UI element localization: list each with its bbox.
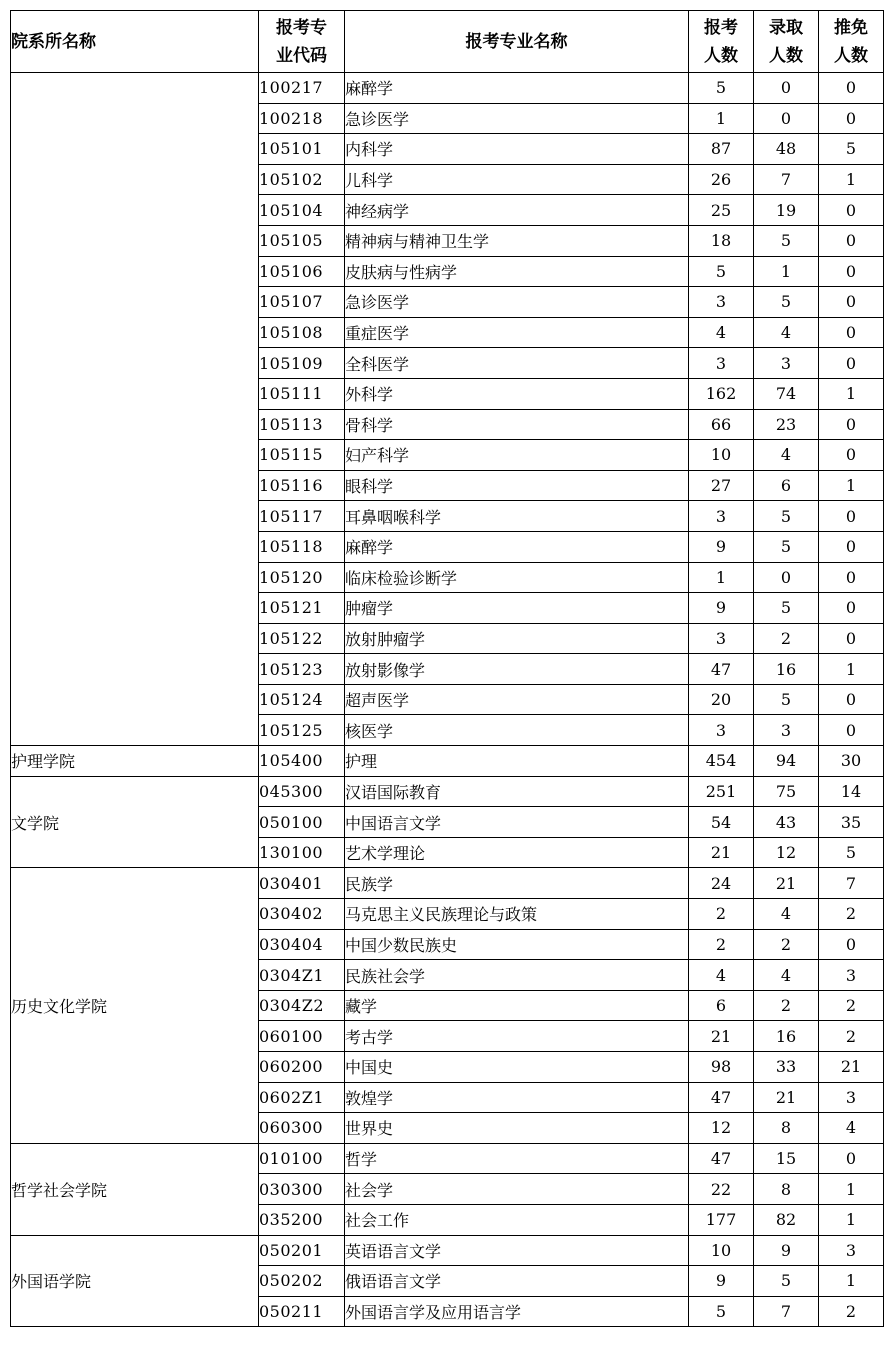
applicants-cell: 27 (689, 470, 754, 501)
major-code-cell: 105102 (259, 164, 345, 195)
exempt-cell: 0 (819, 225, 884, 256)
header-exempt-line2: 人数 (834, 45, 868, 66)
admitted-cell: 4 (754, 899, 819, 930)
applicants-cell: 1 (689, 562, 754, 593)
exempt-cell: 14 (819, 776, 884, 807)
major-code-cell: 0602Z1 (259, 1082, 345, 1113)
major-name-cell: 民族社会学 (345, 960, 689, 991)
exempt-cell: 21 (819, 1052, 884, 1083)
major-name-cell: 俄语语言文学 (345, 1266, 689, 1297)
admitted-cell: 43 (754, 807, 819, 838)
major-name-cell: 马克思主义民族理论与政策 (345, 899, 689, 930)
admitted-cell: 75 (754, 776, 819, 807)
major-name-cell: 内科学 (345, 134, 689, 165)
major-name-cell: 精神病与精神卫生学 (345, 225, 689, 256)
applicants-cell: 21 (689, 837, 754, 868)
admitted-cell: 5 (754, 287, 819, 318)
applicants-cell: 4 (689, 317, 754, 348)
major-code-cell: 105109 (259, 348, 345, 379)
exempt-cell: 0 (819, 562, 884, 593)
admitted-cell: 15 (754, 1143, 819, 1174)
major-code-cell: 050100 (259, 807, 345, 838)
admitted-cell: 21 (754, 1082, 819, 1113)
admitted-cell: 3 (754, 348, 819, 379)
exempt-cell: 2 (819, 1296, 884, 1327)
applicants-cell: 3 (689, 287, 754, 318)
admitted-cell: 4 (754, 440, 819, 471)
major-code-cell: 105123 (259, 654, 345, 685)
exempt-cell: 0 (819, 348, 884, 379)
applicants-cell: 47 (689, 1082, 754, 1113)
major-name-cell: 儿科学 (345, 164, 689, 195)
major-code-cell: 105121 (259, 593, 345, 624)
applicants-cell: 162 (689, 378, 754, 409)
applicants-cell: 251 (689, 776, 754, 807)
major-name-cell: 神经病学 (345, 195, 689, 226)
major-code-cell: 105400 (259, 746, 345, 777)
major-name-cell: 考古学 (345, 1021, 689, 1052)
table-body (11, 73, 884, 1327)
admitted-cell: 2 (754, 623, 819, 654)
major-name-cell: 哲学 (345, 1143, 689, 1174)
major-name-cell: 急诊医学 (345, 103, 689, 134)
exempt-cell: 1 (819, 1204, 884, 1235)
exempt-cell: 30 (819, 746, 884, 777)
major-code-cell: 105111 (259, 378, 345, 409)
major-name-cell: 中国史 (345, 1052, 689, 1083)
header-major-code (259, 11, 345, 73)
applicants-cell: 9 (689, 593, 754, 624)
department-cell: 文学院 (11, 776, 259, 868)
major-name-cell: 放射影像学 (345, 654, 689, 685)
applicants-cell: 2 (689, 899, 754, 930)
header-admitted-line2: 人数 (769, 45, 803, 66)
major-name-cell: 中国语言文学 (345, 807, 689, 838)
department-cell: 护理学院 (11, 746, 259, 777)
major-name-cell: 世界史 (345, 1113, 689, 1144)
major-code-cell: 105107 (259, 287, 345, 318)
exempt-cell: 0 (819, 623, 884, 654)
admitted-cell: 5 (754, 1266, 819, 1297)
admitted-cell: 74 (754, 378, 819, 409)
major-name-cell: 核医学 (345, 715, 689, 746)
major-code-cell: 100218 (259, 103, 345, 134)
header-department: 院系所名称 (11, 11, 259, 73)
table-row (11, 1143, 884, 1174)
major-name-cell: 妇产科学 (345, 440, 689, 471)
admitted-cell: 19 (754, 195, 819, 226)
major-name-cell: 超声医学 (345, 684, 689, 715)
exempt-cell: 3 (819, 960, 884, 991)
table-row (11, 868, 884, 899)
applicants-cell: 87 (689, 134, 754, 165)
admitted-cell: 4 (754, 960, 819, 991)
major-name-cell: 外国语言学及应用语言学 (345, 1296, 689, 1327)
major-code-cell: 035200 (259, 1204, 345, 1235)
admitted-cell: 5 (754, 684, 819, 715)
major-code-cell: 105106 (259, 256, 345, 287)
major-name-cell: 外科学 (345, 378, 689, 409)
exempt-cell: 5 (819, 134, 884, 165)
applicants-cell: 66 (689, 409, 754, 440)
exempt-cell: 0 (819, 501, 884, 532)
applicants-cell: 9 (689, 1266, 754, 1297)
header-applicants (689, 11, 754, 73)
exempt-cell: 35 (819, 807, 884, 838)
major-code-cell: 105116 (259, 470, 345, 501)
major-name-cell: 艺术学理论 (345, 837, 689, 868)
admitted-cell: 2 (754, 990, 819, 1021)
table-row (11, 1235, 884, 1266)
major-code-cell: 030300 (259, 1174, 345, 1205)
exempt-cell: 2 (819, 1021, 884, 1052)
applicants-cell: 10 (689, 1235, 754, 1266)
exempt-cell: 1 (819, 654, 884, 685)
applicants-cell: 98 (689, 1052, 754, 1083)
major-code-cell: 030404 (259, 929, 345, 960)
major-name-cell: 社会工作 (345, 1204, 689, 1235)
applicants-cell: 22 (689, 1174, 754, 1205)
major-name-cell: 敦煌学 (345, 1082, 689, 1113)
applicants-cell: 47 (689, 1143, 754, 1174)
major-code-cell: 100217 (259, 73, 345, 104)
major-name-cell: 汉语国际教育 (345, 776, 689, 807)
admitted-cell: 7 (754, 164, 819, 195)
admitted-cell: 16 (754, 1021, 819, 1052)
applicants-cell: 5 (689, 73, 754, 104)
major-code-cell: 0304Z1 (259, 960, 345, 991)
admitted-cell: 5 (754, 531, 819, 562)
major-name-cell: 皮肤病与性病学 (345, 256, 689, 287)
exempt-cell: 0 (819, 195, 884, 226)
major-name-cell: 急诊医学 (345, 287, 689, 318)
exempt-cell: 7 (819, 868, 884, 899)
department-cell: 历史文化学院 (11, 868, 259, 1143)
header-exempt-line1: 推免 (834, 17, 868, 38)
exempt-cell: 5 (819, 837, 884, 868)
exempt-cell: 3 (819, 1082, 884, 1113)
admitted-cell: 8 (754, 1113, 819, 1144)
applicants-cell: 20 (689, 684, 754, 715)
major-name-cell: 骨科学 (345, 409, 689, 440)
table-header (11, 11, 884, 73)
admitted-cell: 0 (754, 103, 819, 134)
major-name-cell: 眼科学 (345, 470, 689, 501)
exempt-cell: 1 (819, 1174, 884, 1205)
admitted-cell: 3 (754, 715, 819, 746)
admitted-cell: 16 (754, 654, 819, 685)
admitted-cell: 82 (754, 1204, 819, 1235)
applicants-cell: 26 (689, 164, 754, 195)
exempt-cell: 0 (819, 715, 884, 746)
major-code-cell: 060200 (259, 1052, 345, 1083)
major-name-cell: 藏学 (345, 990, 689, 1021)
admitted-cell: 5 (754, 593, 819, 624)
applicants-cell: 6 (689, 990, 754, 1021)
header-exempt (819, 11, 884, 73)
applicants-cell: 21 (689, 1021, 754, 1052)
admitted-cell: 5 (754, 501, 819, 532)
applicants-cell: 25 (689, 195, 754, 226)
department-cell: 哲学社会学院 (11, 1143, 259, 1235)
exempt-cell: 0 (819, 929, 884, 960)
major-code-cell: 105113 (259, 409, 345, 440)
header-applicants-line1: 报考 (704, 17, 738, 38)
admitted-cell: 48 (754, 134, 819, 165)
admissions-table (10, 10, 884, 1327)
major-code-cell: 105104 (259, 195, 345, 226)
major-name-cell: 麻醉学 (345, 73, 689, 104)
admitted-cell: 21 (754, 868, 819, 899)
admitted-cell: 4 (754, 317, 819, 348)
applicants-cell: 5 (689, 256, 754, 287)
major-code-cell: 030402 (259, 899, 345, 930)
exempt-cell: 0 (819, 287, 884, 318)
header-admitted-line1: 录取 (769, 17, 803, 38)
admitted-cell: 0 (754, 73, 819, 104)
applicants-cell: 12 (689, 1113, 754, 1144)
exempt-cell: 3 (819, 1235, 884, 1266)
exempt-cell: 0 (819, 256, 884, 287)
major-code-cell: 105118 (259, 531, 345, 562)
applicants-cell: 4 (689, 960, 754, 991)
major-code-cell: 105101 (259, 134, 345, 165)
exempt-cell: 2 (819, 899, 884, 930)
header-admitted (754, 11, 819, 73)
major-name-cell: 中国少数民族史 (345, 929, 689, 960)
major-name-cell: 全科医学 (345, 348, 689, 379)
major-code-cell: 050202 (259, 1266, 345, 1297)
applicants-cell: 3 (689, 623, 754, 654)
exempt-cell: 0 (819, 531, 884, 562)
exempt-cell: 1 (819, 470, 884, 501)
exempt-cell: 1 (819, 1266, 884, 1297)
exempt-cell: 0 (819, 1143, 884, 1174)
table-row (11, 73, 884, 104)
applicants-cell: 5 (689, 1296, 754, 1327)
applicants-cell: 10 (689, 440, 754, 471)
department-cell: 外国语学院 (11, 1235, 259, 1327)
applicants-cell: 54 (689, 807, 754, 838)
exempt-cell: 0 (819, 440, 884, 471)
header-major-code-line2: 业代码 (276, 45, 327, 66)
exempt-cell: 0 (819, 73, 884, 104)
applicants-cell: 3 (689, 348, 754, 379)
exempt-cell: 1 (819, 378, 884, 409)
admitted-cell: 94 (754, 746, 819, 777)
admitted-cell: 12 (754, 837, 819, 868)
header-applicants-line2: 人数 (704, 45, 738, 66)
applicants-cell: 18 (689, 225, 754, 256)
major-name-cell: 英语语言文学 (345, 1235, 689, 1266)
header-major-code-line1: 报考专 (276, 17, 327, 38)
header-major-name: 报考专业名称 (345, 11, 689, 73)
major-code-cell: 105125 (259, 715, 345, 746)
admitted-cell: 23 (754, 409, 819, 440)
table-row (11, 776, 884, 807)
major-code-cell: 010100 (259, 1143, 345, 1174)
major-name-cell: 民族学 (345, 868, 689, 899)
applicants-cell: 47 (689, 654, 754, 685)
major-code-cell: 130100 (259, 837, 345, 868)
applicants-cell: 3 (689, 501, 754, 532)
major-name-cell: 护理 (345, 746, 689, 777)
major-code-cell: 105115 (259, 440, 345, 471)
major-code-cell: 0304Z2 (259, 990, 345, 1021)
major-code-cell: 105124 (259, 684, 345, 715)
major-code-cell: 105105 (259, 225, 345, 256)
major-code-cell: 105122 (259, 623, 345, 654)
major-name-cell: 耳鼻咽喉科学 (345, 501, 689, 532)
applicants-cell: 177 (689, 1204, 754, 1235)
admitted-cell: 7 (754, 1296, 819, 1327)
admitted-cell: 2 (754, 929, 819, 960)
major-code-cell: 030401 (259, 868, 345, 899)
admitted-cell: 5 (754, 225, 819, 256)
exempt-cell: 1 (819, 164, 884, 195)
major-code-cell: 050201 (259, 1235, 345, 1266)
major-code-cell: 050211 (259, 1296, 345, 1327)
admitted-cell: 0 (754, 562, 819, 593)
department-cell (11, 73, 259, 746)
admitted-cell: 6 (754, 470, 819, 501)
exempt-cell: 4 (819, 1113, 884, 1144)
major-name-cell: 重症医学 (345, 317, 689, 348)
exempt-cell: 0 (819, 103, 884, 134)
exempt-cell: 0 (819, 593, 884, 624)
applicants-cell: 9 (689, 531, 754, 562)
applicants-cell: 2 (689, 929, 754, 960)
admitted-cell: 9 (754, 1235, 819, 1266)
major-code-cell: 060100 (259, 1021, 345, 1052)
major-code-cell: 045300 (259, 776, 345, 807)
major-name-cell: 肿瘤学 (345, 593, 689, 624)
major-name-cell: 放射肿瘤学 (345, 623, 689, 654)
admitted-cell: 33 (754, 1052, 819, 1083)
applicants-cell: 3 (689, 715, 754, 746)
major-name-cell: 麻醉学 (345, 531, 689, 562)
header-row (11, 11, 884, 73)
table-row (11, 746, 884, 777)
major-code-cell: 105117 (259, 501, 345, 532)
major-code-cell: 105108 (259, 317, 345, 348)
applicants-cell: 454 (689, 746, 754, 777)
major-code-cell: 060300 (259, 1113, 345, 1144)
exempt-cell: 0 (819, 409, 884, 440)
applicants-cell: 1 (689, 103, 754, 134)
major-name-cell: 社会学 (345, 1174, 689, 1205)
admitted-cell: 1 (754, 256, 819, 287)
exempt-cell: 0 (819, 684, 884, 715)
exempt-cell: 0 (819, 317, 884, 348)
major-name-cell: 临床检验诊断学 (345, 562, 689, 593)
major-code-cell: 105120 (259, 562, 345, 593)
exempt-cell: 2 (819, 990, 884, 1021)
applicants-cell: 24 (689, 868, 754, 899)
admitted-cell: 8 (754, 1174, 819, 1205)
